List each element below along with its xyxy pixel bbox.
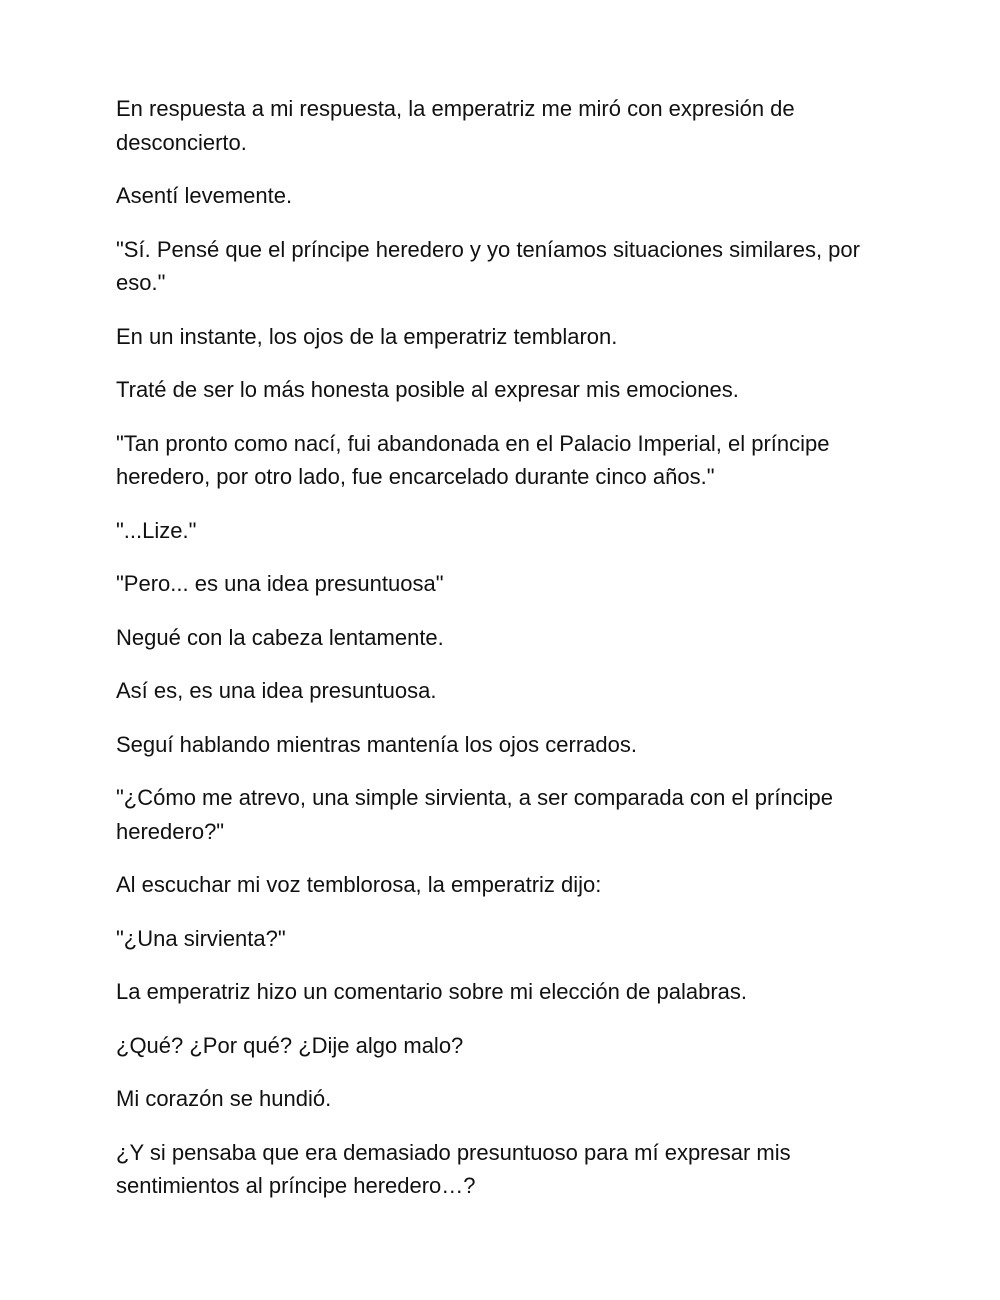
paragraph: Negué con la cabeza lentamente. [116, 624, 444, 650]
paragraph: Mi corazón se hundió. [116, 1086, 332, 1111]
paragraph: "Tan pronto como nací, fui abandonada en el Palacio Imperial, el príncipe heredero, por otro lado, fue encarcelado durante cinco años." [116, 430, 830, 489]
paragraph: Asentí levemente. [116, 183, 293, 208]
paragraph: Traté de ser lo más honesta posible al expresar mis emociones. [116, 377, 739, 402]
paragraph: "¿Cómo me atrevo, una simple sirvienta, a ser comparada con el príncipe heredero?" [116, 785, 834, 844]
paragraph: "¿Una sirvienta?" [116, 925, 286, 951]
paragraph: En respuesta a mi respuesta, la emperatriz me miró con expresión de desconcierto. [116, 96, 795, 155]
document-body [116, 92, 896, 1223]
paragraph: "Sí. Pensé que el príncipe heredero y yo teníamos situaciones similares, por eso." [116, 236, 860, 295]
paragraph: La emperatriz hizo un comentario sobre mi elección de palabras. [116, 979, 747, 1004]
paragraph: ¿Y si pensaba que era demasiado presuntuoso para mí expresar mis sentimientos al príncipe heredero…? [116, 1139, 791, 1198]
paragraph: Al escuchar mi voz temblorosa, la emperatriz dijo: [116, 872, 602, 897]
paragraph: "Pero... es una idea presuntuosa" [116, 571, 444, 596]
paragraph: Seguí hablando mientras mantenía los ojos cerrados. [116, 731, 637, 757]
paragraph: ¿Qué? ¿Por qué? ¿Dije algo malo? [116, 1032, 464, 1058]
paragraph: Así es, es una idea presuntuosa. [116, 678, 437, 703]
paragraph: "...Lize." [116, 517, 197, 543]
paragraph: En un instante, los ojos de la emperatriz temblaron. [116, 323, 618, 349]
